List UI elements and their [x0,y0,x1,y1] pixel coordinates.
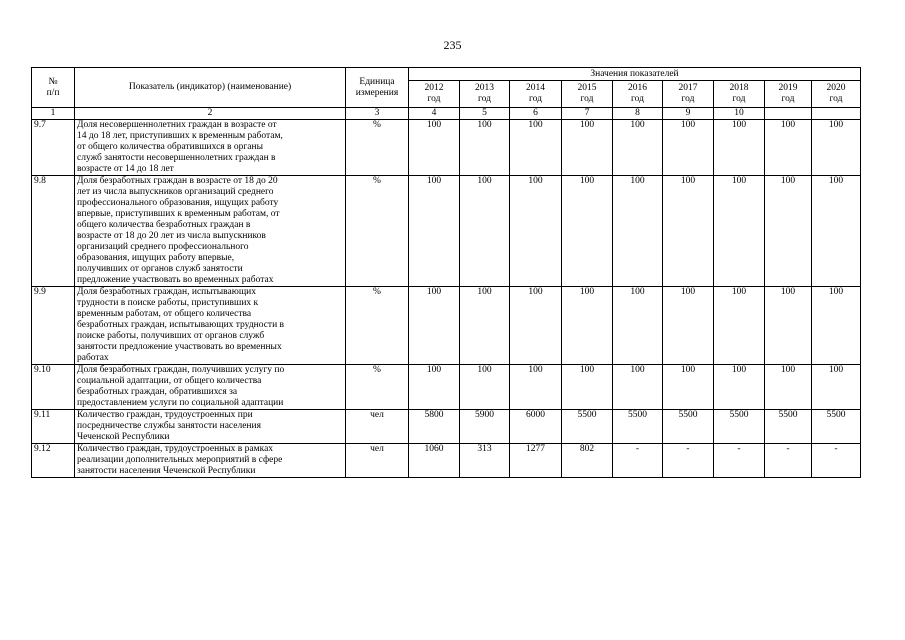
header-unit [346,68,409,108]
row-value-2013: 100 [460,287,510,365]
header-year-value: 2015 [577,83,597,93]
row-number: 9.8 [32,176,75,287]
header-year-value: 2013 [475,83,494,93]
row-value-2016: 5500 [613,410,663,444]
header-year-word: год [681,94,695,104]
row-indicator-line: возрасте от 18 до 20 лет из числа выпускников [77,231,266,241]
header-year-word: год [829,94,843,104]
row-value-2013: 100 [460,365,510,410]
row-indicator-line: временным работам, от общего количества [77,309,252,319]
row-value-2013: 5900 [460,410,510,444]
header-year-value: 2012 [424,83,444,93]
row-value-2012: 100 [409,120,460,176]
header-year-2017 [663,81,714,108]
row-value-2018: 100 [714,120,765,176]
row-value-2014: 100 [510,120,562,176]
row-indicator-line: профессионального образования, ищущих работу [77,198,279,208]
row-value-2015: 100 [562,365,613,410]
header-unit-line2: измерения [355,87,399,98]
row-value-2014: 100 [510,365,562,410]
row-value-2014: 6000 [510,410,562,444]
row-value-2019: 100 [765,120,812,176]
row-value-2017: 100 [663,365,714,410]
header-year-2012 [409,81,460,108]
header-year-2020 [812,81,861,108]
header-year-2015 [562,81,613,108]
row-value-2016: 100 [613,287,663,365]
row-indicator [75,120,346,176]
row-number: 9.9 [32,287,75,365]
column-number: 9 [663,108,714,120]
row-value-2015: 100 [562,120,613,176]
header-year-word: год [631,94,644,104]
row-value-2012: 100 [409,365,460,410]
row-value-2015: 100 [562,176,613,287]
header-year-2019 [765,81,812,108]
row-value-2015: 100 [562,287,613,365]
row-unit: % [346,120,409,176]
row-indicator-line: служб занятости несовершеннолетних граждан в [77,153,276,163]
row-value-2018: 100 [714,176,765,287]
row-value-2018: 100 [714,287,765,365]
column-number: 4 [409,108,460,120]
row-value-2017: 100 [663,120,714,176]
column-number: 3 [346,108,409,120]
row-indicator-line: лет из числа выпускников организаций среднего [77,187,274,197]
row-indicator-line: безработных граждан, испытывающих трудности в [77,320,285,330]
row-indicator-line: реализации дополнительных мероприятий в сфере [77,455,283,465]
row-value-2019: 100 [765,365,812,410]
row-value-2018: - [714,444,765,478]
header-num [32,68,75,108]
header-year-word: год [478,94,491,104]
row-value-2020: 5500 [812,410,861,444]
row-value-2018: 5500 [714,410,765,444]
row-value-2020: 100 [812,176,861,287]
column-number: 10 [714,108,765,120]
header-year-value: 2020 [826,83,846,93]
header-year-word: год [529,94,542,104]
header-year-value: 2018 [729,83,749,93]
row-indicator-line: предложение участвовать во временных работах [77,275,274,285]
page-number: 235 [443,38,462,52]
row-value-2017: - [663,444,714,478]
column-number: 8 [613,108,663,120]
row-indicator-line: организаций среднего профессионального [77,242,249,252]
row-value-2015: 5500 [562,410,613,444]
header-year-2014 [510,81,562,108]
header-year-value: 2019 [778,83,798,93]
header-year-value: 2014 [526,83,545,93]
row-value-2019: 100 [765,176,812,287]
column-number: 2 [75,108,346,120]
row-value-2016: 100 [613,176,663,287]
header-unit-line1: Единица [359,76,395,87]
row-value-2017: 100 [663,176,714,287]
row-value-2013: 100 [460,176,510,287]
row-value-2012: 5800 [409,410,460,444]
row-indicator-line: Доля безработных граждан, получивших услугу по [77,365,285,375]
row-value-2016: 100 [613,365,663,410]
row-number: 9.10 [32,365,75,410]
table-row [32,444,861,478]
row-value-2014: 100 [510,176,562,287]
row-value-2015: 802 [562,444,613,478]
header-year-word: год [781,94,795,104]
row-indicator-line: Доля несовершеннолетних граждан в возрасте от [77,120,277,130]
row-number: 9.7 [32,120,75,176]
row-unit: чел [346,444,409,478]
table-row [32,176,861,287]
row-value-2014: 100 [510,287,562,365]
header-num-line1: № [48,76,58,87]
row-indicator-line: занятости предложение участвовать во временных [77,342,282,352]
row-indicator-line: Чеченской Республики [77,432,170,442]
header-num-line2: п/п [46,87,60,98]
row-value-2016: 100 [613,120,663,176]
indicators-table [31,67,861,478]
row-value-2012: 100 [409,176,460,287]
row-value-2020: 100 [812,365,861,410]
column-number [812,108,861,120]
row-value-2013: 313 [460,444,510,478]
row-indicator-line: Доля безработных граждан в возрасте от 18 до 20 [77,176,278,186]
row-value-2012: 1060 [409,444,460,478]
row-value-2020: - [812,444,861,478]
header-year-2013 [460,81,510,108]
row-indicator-line: трудности в поиске работы, приступивших к [77,298,259,308]
row-indicator-line: впервые, приступивших к временным работам, от [77,209,280,219]
row-unit: чел [346,410,409,444]
row-indicator-line: образования, ищущих работу впервые, [77,253,235,263]
header-values: Значения показателей [409,68,861,81]
row-value-2014: 1277 [510,444,562,478]
row-value-2019: - [765,444,812,478]
row-indicator-line: общего количества безработных граждан в [77,220,251,230]
row-indicator-line: 14 до 18 лет, приступивших к временным работам, [77,131,283,141]
column-number [765,108,812,120]
row-indicator [75,287,346,365]
row-value-2017: 5500 [663,410,714,444]
row-unit: % [346,365,409,410]
row-value-2016: - [613,444,663,478]
header-year-2016 [613,81,663,108]
column-number: 7 [562,108,613,120]
row-unit: % [346,287,409,365]
row-value-2019: 100 [765,287,812,365]
row-value-2017: 100 [663,287,714,365]
row-indicator [75,365,346,410]
row-indicator [75,410,346,444]
row-indicator-line: поиске работы, получивших от органов служб [77,331,265,341]
row-indicator-line: безработных граждан, обратившихся за [77,387,238,397]
table-row [32,410,861,444]
row-number: 9.12 [32,444,75,478]
row-value-2012: 100 [409,287,460,365]
row-indicator [75,444,346,478]
row-unit: % [346,176,409,287]
row-value-2020: 100 [812,120,861,176]
header-indicator: Показатель (индикатор) (наименование) [75,68,346,108]
row-indicator-line: возрасте от 14 до 18 лет [77,164,174,174]
header-year-word: год [732,94,746,104]
table-row [32,365,861,410]
column-number: 6 [510,108,562,120]
row-indicator-line: получивших от органов служб занятости [77,264,243,274]
header-year-value: 2017 [678,83,698,93]
row-indicator-line: посредничестве службы занятости населения [77,421,261,431]
row-indicator-line: работах [77,353,109,363]
row-indicator [75,176,346,287]
column-number: 1 [32,108,75,120]
column-number: 5 [460,108,510,120]
row-indicator-line: социальной адаптации, от общего количества [77,376,262,386]
header-year-word: год [580,94,594,104]
row-indicator-line: от общего количества обратившихся в органы [77,142,263,152]
header-year-value: 2016 [628,83,647,93]
row-indicator-line: Количество граждан, трудоустроенных при [77,410,253,420]
table-row [32,120,861,176]
row-number: 9.11 [32,410,75,444]
row-indicator-line: предоставлением услуги по социальной адаптации [77,398,284,408]
table-row [32,287,861,365]
row-value-2018: 100 [714,365,765,410]
header-year-2018 [714,81,765,108]
header-year-word: год [427,94,441,104]
row-indicator-line: Доля безработных граждан, испытывающих [77,287,256,297]
row-indicator-line: Количество граждан, трудоустроенных в рамках [77,444,274,454]
row-value-2020: 100 [812,287,861,365]
row-indicator-line: занятости населения Чеченской Республики [77,466,256,476]
row-value-2019: 5500 [765,410,812,444]
row-value-2013: 100 [460,120,510,176]
